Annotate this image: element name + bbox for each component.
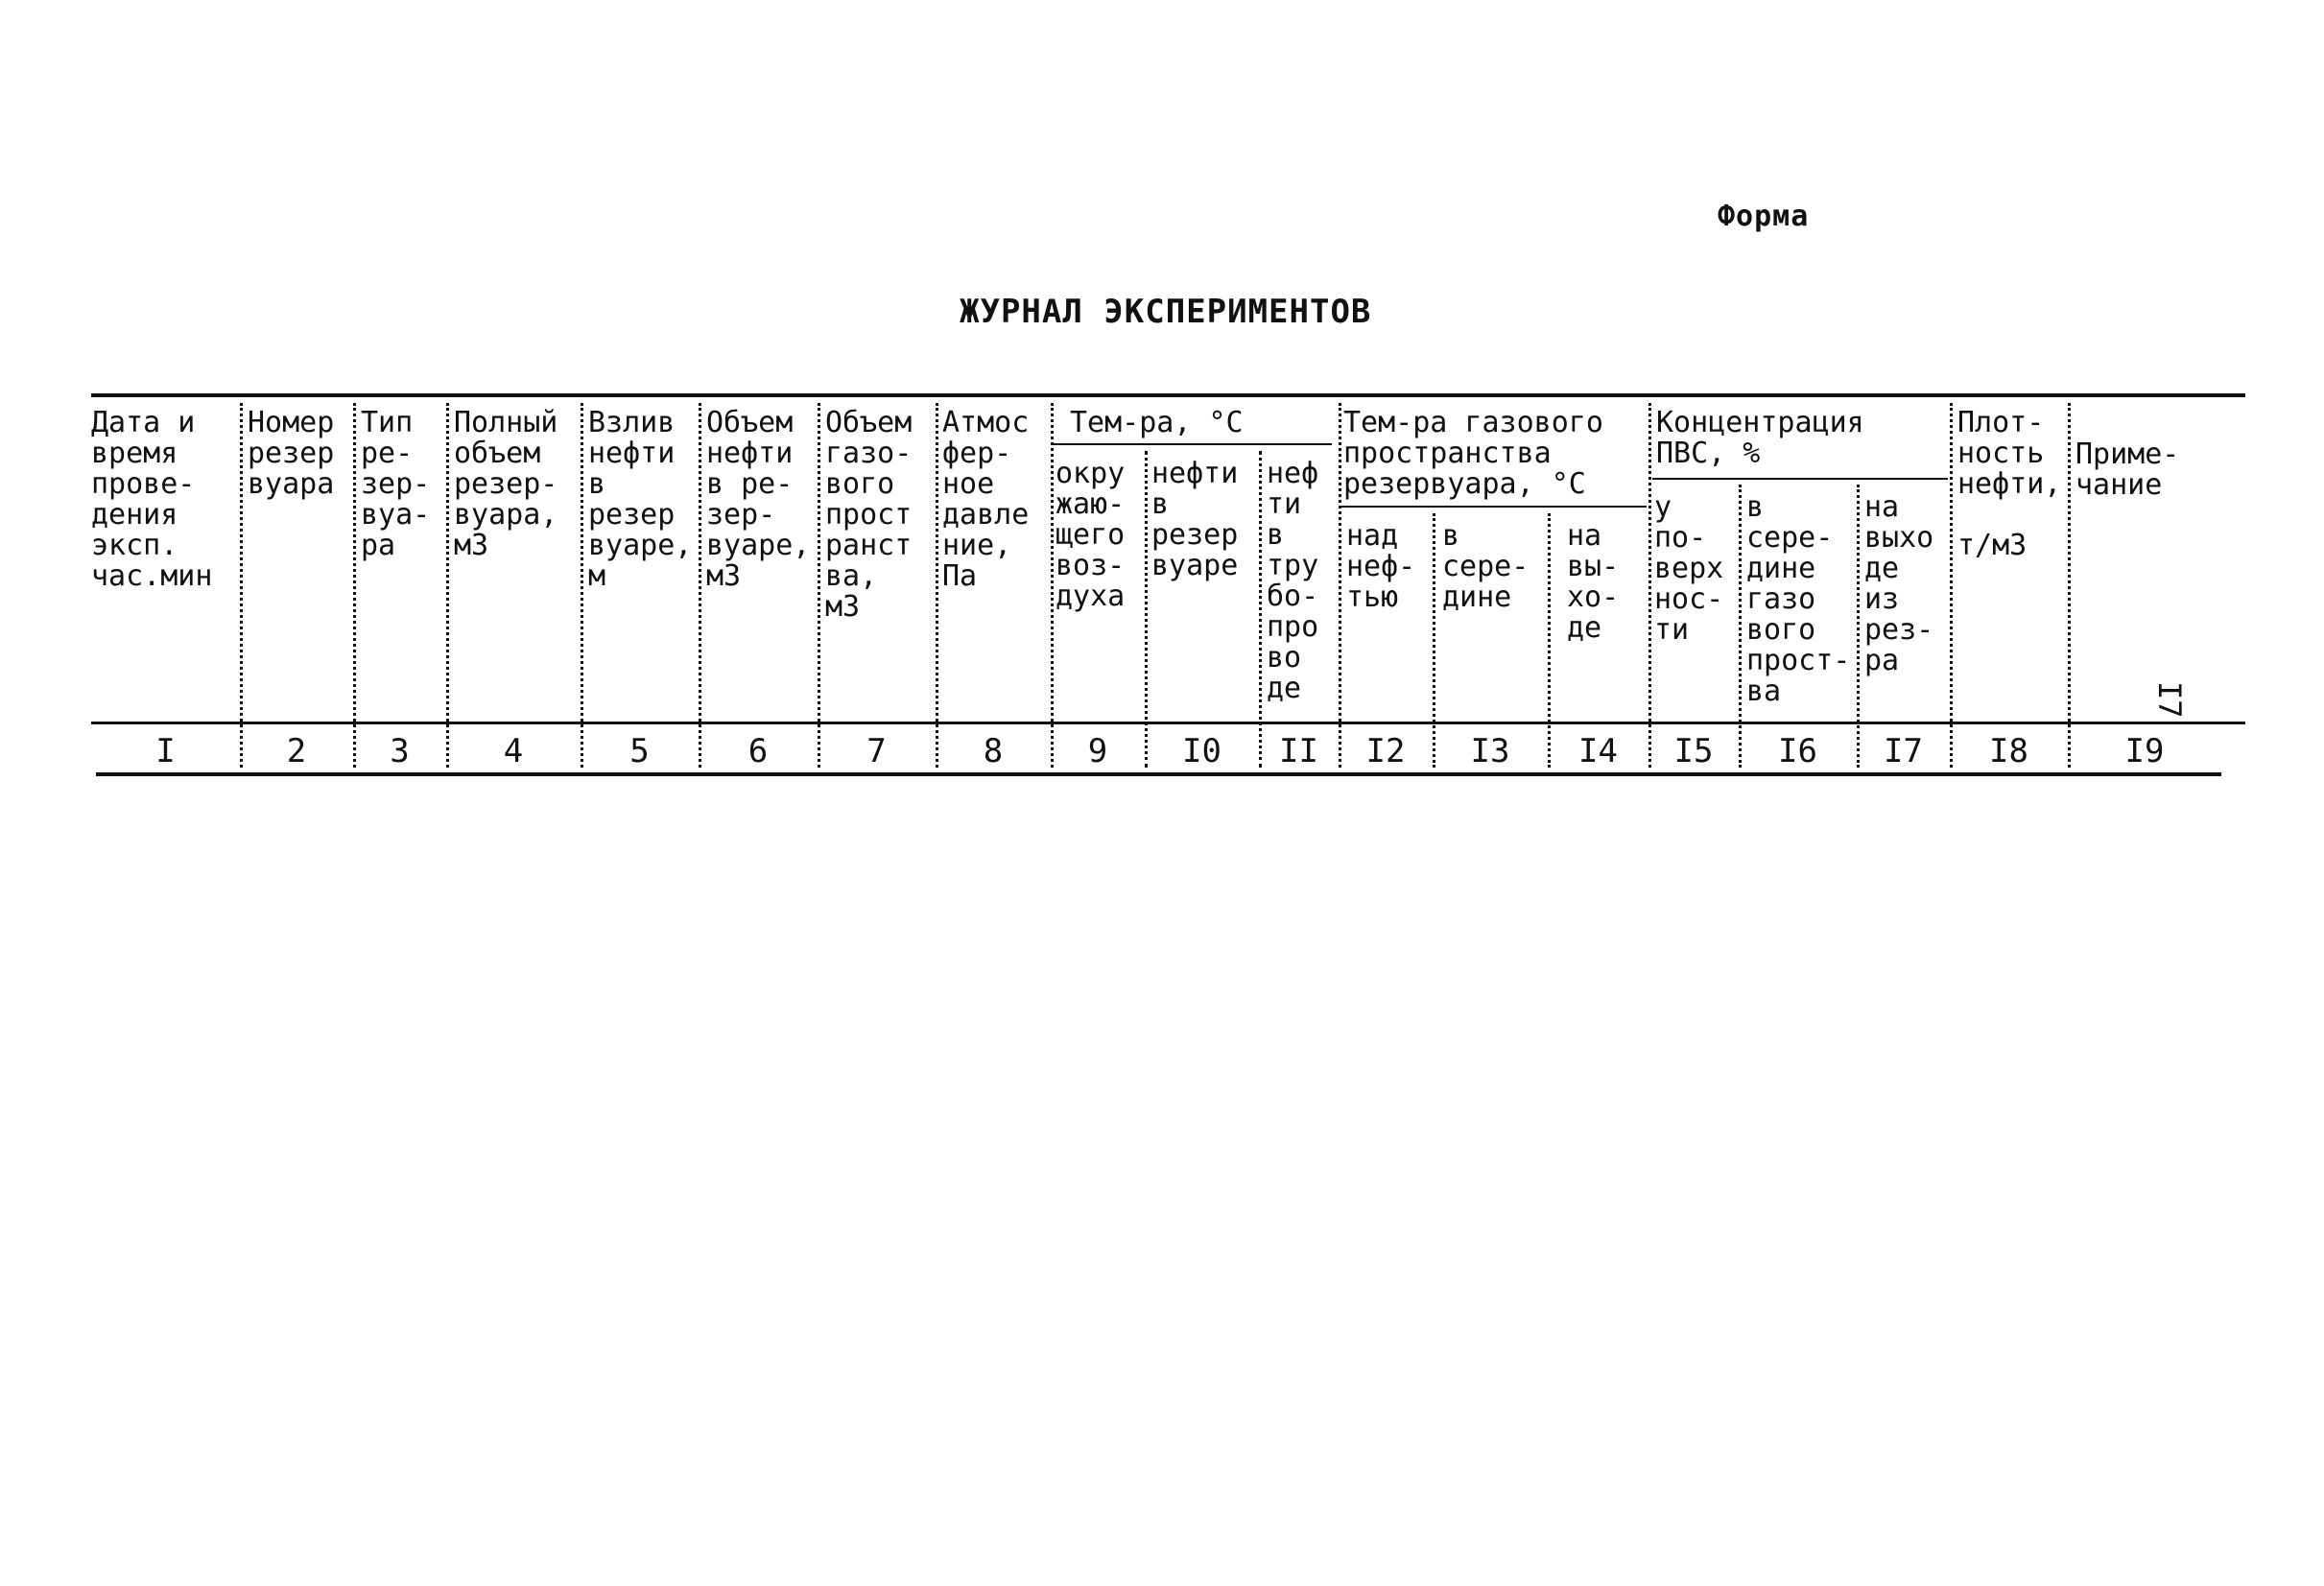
column-number: I9 <box>2124 732 2165 770</box>
column-header: на вы- хо- де <box>1567 519 1620 645</box>
column-separator <box>1259 451 1262 768</box>
column-number: 6 <box>747 732 769 770</box>
column-number: I <box>155 732 176 770</box>
column-separator <box>353 403 356 768</box>
column-header: Атмос фер- ное давле ние, Па <box>942 406 1030 593</box>
column-header: Полный объем резер- вуара, м3 <box>454 406 558 562</box>
page-number: I7 <box>2151 681 2188 719</box>
column-separator <box>2068 403 2071 768</box>
temp-group-header: Тем-ра, °С <box>1070 406 1244 439</box>
column-separator <box>240 403 243 768</box>
column-header: на выхо де из рез- ра <box>1864 490 1934 677</box>
column-header: в сере- дине <box>1442 519 1530 614</box>
column-separator <box>699 403 701 768</box>
column-separator <box>818 403 820 768</box>
column-number: 3 <box>390 732 410 770</box>
gas-temp-group-rule <box>1341 506 1647 508</box>
column-number: 2 <box>286 732 307 770</box>
column-separator <box>1950 403 1953 768</box>
pvs-group-header: Концентрация ПВС, % <box>1656 406 1864 470</box>
column-header: Плот- ность нефти, т/м3 <box>1957 406 2062 562</box>
column-header: Объем газо- вого прост ранст ва, м3 <box>825 406 913 624</box>
column-number: 4 <box>503 732 524 770</box>
column-separator <box>581 403 583 768</box>
form-label: Форма <box>1718 200 1810 233</box>
table-bottom-rule <box>96 772 2221 776</box>
column-header: окру жаю- щего воз- духа <box>1055 457 1126 613</box>
column-separator <box>1433 513 1435 768</box>
column-number: 9 <box>1087 732 1108 770</box>
column-separator <box>1339 403 1341 768</box>
column-separator <box>1648 403 1651 768</box>
column-number: 8 <box>983 732 1004 770</box>
column-number: I5 <box>1673 732 1714 770</box>
column-number: I8 <box>1989 732 2028 770</box>
column-separator <box>1051 403 1054 768</box>
column-header: Приме- чание <box>2075 438 2180 502</box>
column-header: Взлив нефти в резер вуаре, м <box>588 406 693 593</box>
column-header: Дата и время прове- дения эксп. час.мин <box>91 406 213 593</box>
table-top-rule <box>91 393 2245 397</box>
column-header: над неф- тью <box>1346 519 1416 614</box>
column-header: Номер резер вуара <box>248 406 335 501</box>
column-separator <box>936 403 938 768</box>
column-number: I4 <box>1578 732 1618 770</box>
gas-temp-group-header: Тем-ра газового пространства резервуара, °С <box>1343 406 1603 501</box>
column-separator <box>1548 513 1551 768</box>
column-separator <box>446 403 449 768</box>
header-bottom-rule <box>91 722 2245 724</box>
page-title: ЖУРНАЛ ЭКСПЕРИМЕНТОВ <box>960 293 1372 331</box>
column-number: I0 <box>1182 732 1221 770</box>
column-number: I6 <box>1778 732 1817 770</box>
column-number: I7 <box>1884 732 1923 770</box>
column-header: неф ти в тру бо- про во де <box>1267 457 1319 705</box>
column-number: I3 <box>1470 732 1510 770</box>
column-header: Тип ре- зер- вуа- ра <box>361 406 431 562</box>
column-number: II <box>1279 732 1318 770</box>
column-number: 5 <box>629 732 650 770</box>
pvs-group-rule <box>1652 478 1948 480</box>
column-header: у по- верх нос- ти <box>1654 490 1724 647</box>
column-header: в сере- дине газо вого прост- ва <box>1746 490 1851 708</box>
column-number: I2 <box>1365 732 1406 770</box>
column-separator <box>1739 485 1742 768</box>
column-separator <box>1145 451 1148 768</box>
column-header: нефти в резер вуаре <box>1151 457 1239 582</box>
temp-group-rule <box>1054 443 1332 445</box>
column-number: 7 <box>866 732 887 770</box>
column-separator <box>1857 485 1860 768</box>
column-header: Объем нефти в ре- зер- вуаре, м3 <box>706 406 811 593</box>
